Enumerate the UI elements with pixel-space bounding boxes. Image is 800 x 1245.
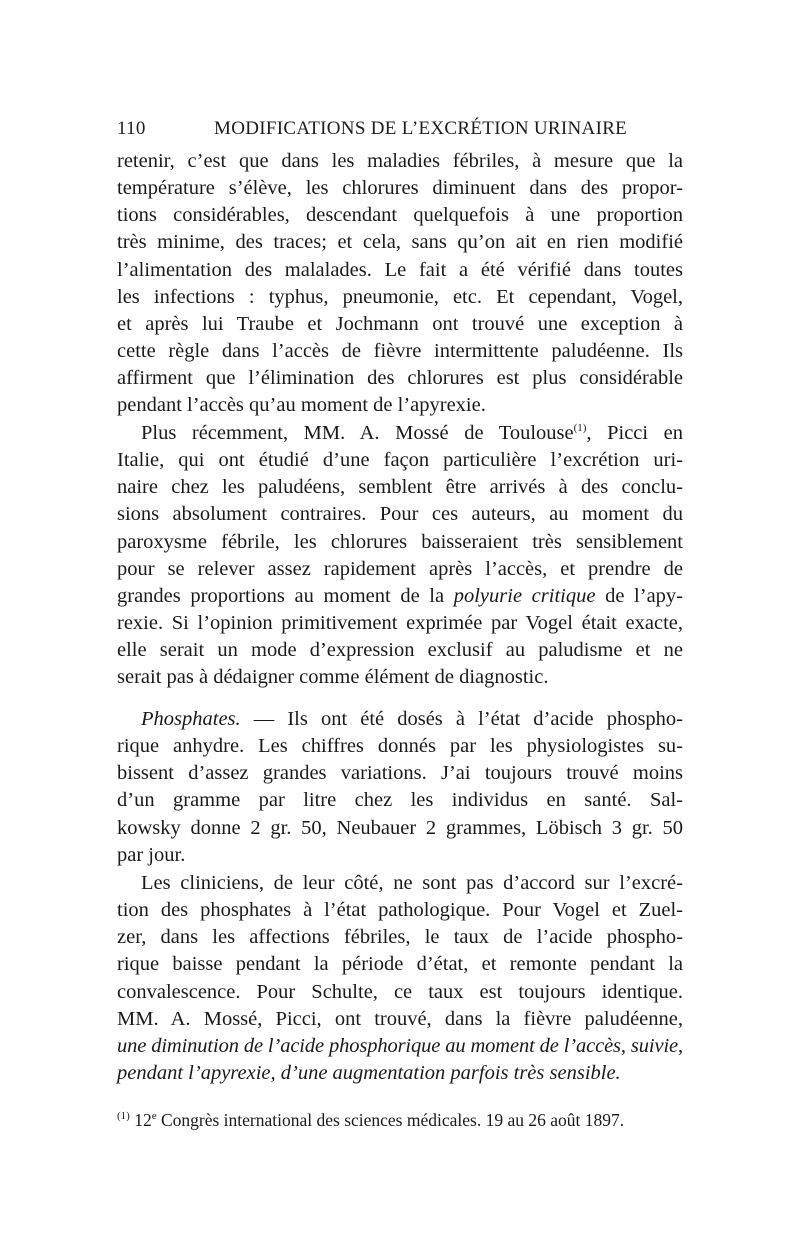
footnote-ref: (1) <box>573 422 587 435</box>
text-line: cette règle dans l’accès de fièvre intermittente paludéenne. Ils <box>117 339 683 362</box>
paragraph-mosse-picci <box>117 420 683 691</box>
text-line: rique anhydre. Les chiffres donnés par les physiologistes su- <box>117 735 683 758</box>
page-number: 110 <box>117 118 146 139</box>
text-line: convalescence. Pour Schulte, ce taux est toujours identique. <box>117 980 683 1003</box>
footnote-marker: (1) <box>117 1110 130 1123</box>
text-line: bissent d’assez grandes variations. J’ai toujours trouvé moins <box>117 762 683 785</box>
text-line: affirment que l’élimination des chlorures est plus considérable <box>117 367 683 390</box>
paragraph-cliniciens <box>117 870 683 1087</box>
paragraph-chlorures-continued <box>117 148 683 419</box>
text-line: tions considérables, descendant quelquefois à une proportion <box>117 204 683 227</box>
text-line: tion des phosphates à l’état pathologique. Pour Vogel et Zuel- <box>117 899 683 922</box>
text-line: l’alimentation des malalades. Le fait a été vérifié dans toutes <box>117 258 683 281</box>
text-line: paroxysme fébrile, les chlorures baisseraient très sensiblement <box>117 530 683 553</box>
text-line: les infections : typhus, pneumonie, etc. Et cependant, Vogel, <box>117 285 683 308</box>
text-line: très minime, des traces; et cela, sans qu’on ait en rien modifié <box>117 231 683 254</box>
text-line: serait pas à dédaigner comme élément de diagnostic. <box>117 666 549 689</box>
text-line: elle serait un mode d’expression exclusif au paludisme et ne <box>117 639 683 662</box>
text-line: Plus récemment, MM. A. Mossé de Toulouse$^{(1)}$, Picci en <box>141 422 683 444</box>
text-line: naire chez les paludéens, semblent être arrivés à des conclu- <box>117 476 683 499</box>
text-line: pendant l’accès qu’au moment de l’apyrexie. <box>117 394 486 417</box>
text-line: une diminution de l’acide phosphorique au moment de l’accès, suivie, <box>117 1034 683 1057</box>
text-line: Les cliniciens, de leur côté, ne sont pas d’accord sur l’excré- <box>141 872 683 894</box>
text-line: d’un gramme par litre chez les individus en santé. Sal- <box>117 789 683 812</box>
footnote: $^{(1)}$ 12e Congrès international des sciences médicales. 19 au 26 août 1897. <box>117 1110 625 1130</box>
italic-term: polyurie critique <box>453 584 596 607</box>
text-line: pour se relever assez rapidement après l’accès, et prendre de <box>117 557 683 580</box>
text-line: rique baisse pendant la période d’état, et remonte pendant la <box>117 953 683 976</box>
text-line: sions absolument contraires. Pour ces auteurs, au moment du <box>117 503 683 526</box>
text-line: rexie. Si l’opinion primitivement exprimée par Vogel était exacte, <box>117 611 683 634</box>
text-line: kowsky donne 2 gr. 50, Neubauer 2 grammes, Löbisch 3 gr. 50 <box>117 816 683 839</box>
text-line: MM. A. Mossé, Picci, ont trouvé, dans la fièvre paludéenne, <box>117 1007 683 1030</box>
text-line: par jour. <box>117 843 186 866</box>
text-line: zer, dans les affections fébriles, le taux de l’acide phospho- <box>117 926 683 949</box>
text-line: retenir, c’est que dans les maladies fébriles, à mesure que la <box>117 150 683 172</box>
text-line: Phosphates. — Ils ont été dosés à l’état d’acide phospho- <box>141 708 683 730</box>
running-title: MODIFICATIONS DE L’EXCRÉTION URINAIRE <box>214 118 628 139</box>
text-line: Italie, qui ont étudié d’une façon particulière l’excrétion uri- <box>117 449 683 472</box>
text-line: et après lui Traube et Jochmann ont trouvé une exception à <box>117 312 683 335</box>
text-line: grandes proportions au moment de la polyurie critique de l’apy- <box>117 584 684 607</box>
section-heading-phosphates: Phosphates. <box>141 708 241 730</box>
paragraph-phosphates <box>117 706 683 869</box>
text-line: température s’élève, les chlorures diminuent dans des propor- <box>117 177 683 200</box>
text-line: pendant l’apyrexie, d’une augmentation parfois très sensible. <box>117 1061 621 1084</box>
